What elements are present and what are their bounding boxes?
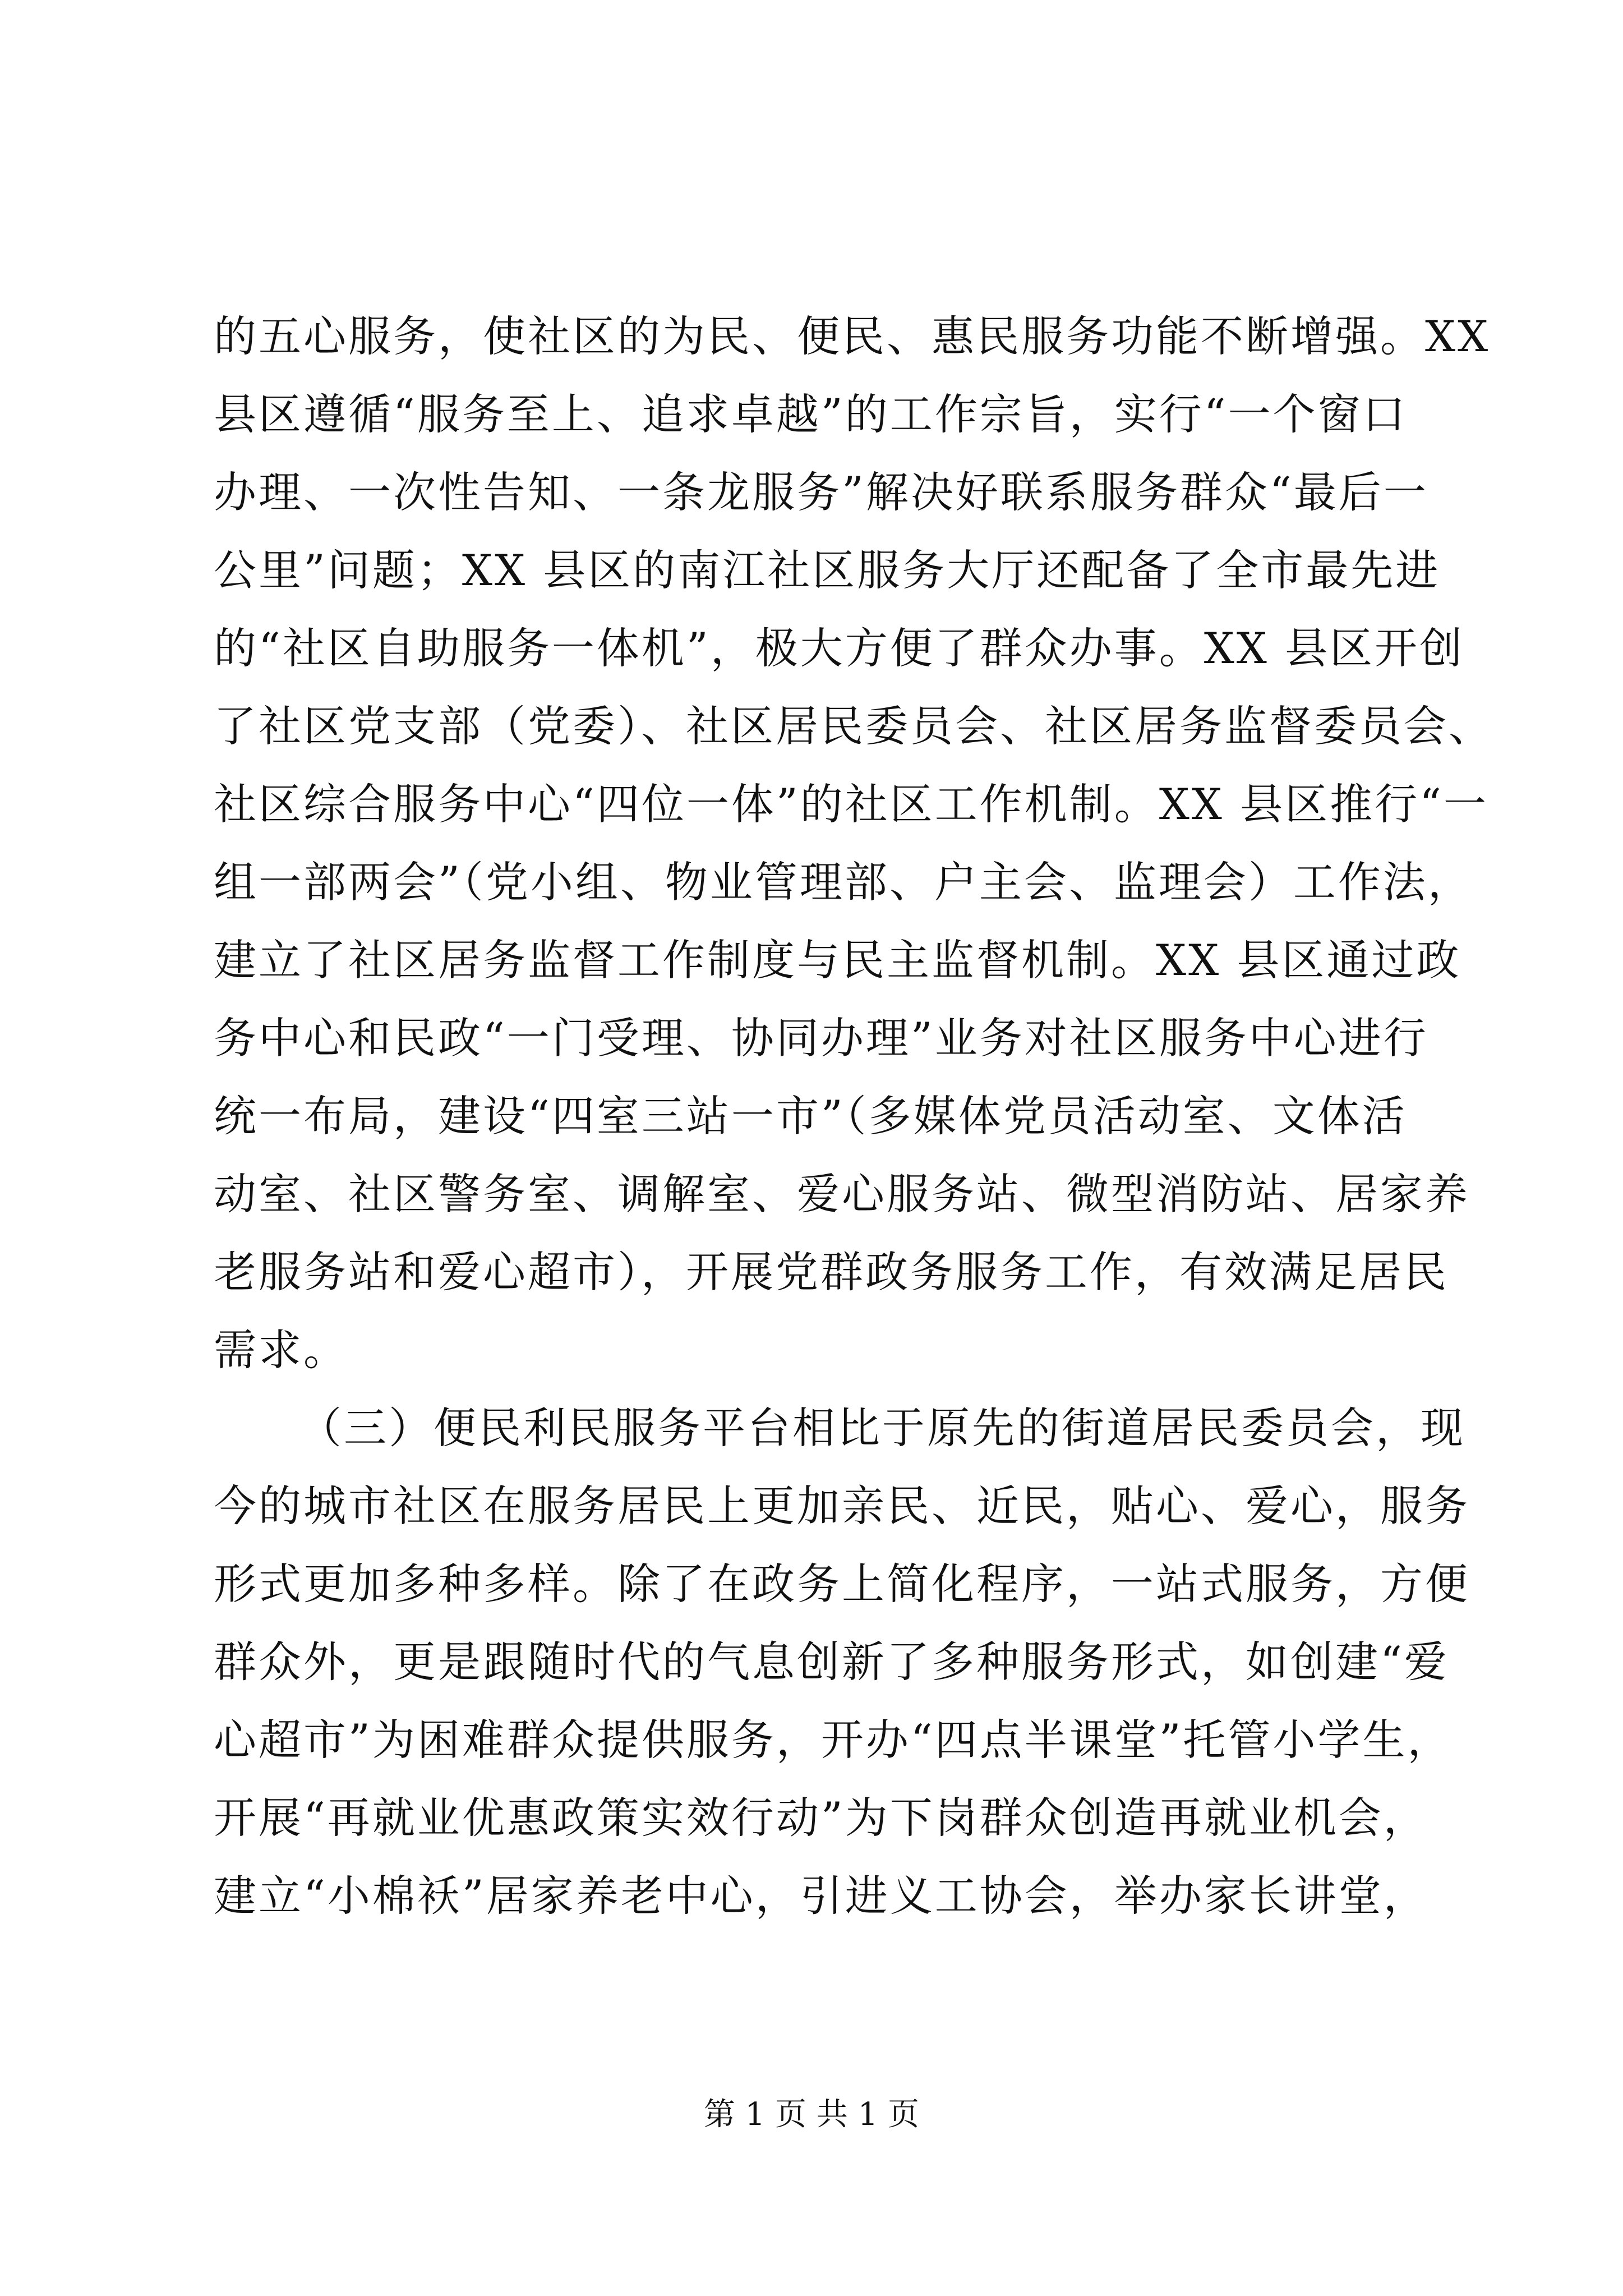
text-line: 今的城市社区在服务居民上更加亲民、近民，贴心、爱心，服务 [214, 1481, 1470, 1531]
text-line: 务中心和民政“一门受理、协同办理”业务对社区服务中心进行 [214, 1013, 1428, 1063]
text-line: 形式更加多种多样。除了在政务上简化程序，一站式服务，方便 [214, 1559, 1470, 1609]
text-line: 组一部两会”（党小组、物业管理部、户主会、监理会）工作法， [214, 857, 1473, 907]
paragraph-heading-line: （三）便民利民服务平台相比于原先的街道居民委员会，现 [299, 1403, 1465, 1453]
text-line: 需求。 [214, 1325, 348, 1375]
text-line: 社区综合服务中心“四位一体”的社区工作机制。XX 县区推行“一 [214, 779, 1488, 829]
text-line: 心超市”为困难群众提供服务，开办“四点半课堂”托管小学生， [214, 1715, 1453, 1765]
text-line: 的“社区自助服务一体机”，极大方便了群众办事。XX 县区开创 [214, 623, 1465, 673]
text-line: 县区遵循“服务至上、追求卓越”的工作宗旨，实行“一个窗口 [214, 389, 1408, 439]
text-line: 的五心服务，使社区的为民、便民、惠民服务功能不断增强。XX [214, 311, 1491, 361]
text-line: 了社区党支部（党委）、社区居民委员会、社区居务监督委员会、 [214, 701, 1493, 751]
text-line: 公里”问题；XX 县区的南江社区服务大厅还配备了全市最先进 [214, 545, 1441, 595]
text-line: 建立了社区居务监督工作制度与民主监督机制。XX 县区通过政 [214, 935, 1461, 985]
text-line: 动室、社区警务室、调解室、爱心服务站、微型消防站、居家养 [214, 1169, 1470, 1219]
text-line: 办理、一次性告知、一条龙服务”解决好联系服务群众“最后一 [214, 467, 1428, 517]
text-line: 开展“再就业优惠政策实效行动”为下岗群众创造再就业机会， [214, 1793, 1428, 1843]
text-line: 群众外，更是跟随时代的气息创新了多种服务形式，如创建“爱 [214, 1637, 1449, 1687]
text-line: 统一布局，建设“四室三站一市”（多媒体党员活动室、文体活 [214, 1091, 1407, 1141]
text-line: 老服务站和爱心超市），开展党群政务服务工作，有效满足居民 [214, 1247, 1449, 1297]
page-number-footer: 第 1 页 共 1 页 [703, 2096, 920, 2133]
text-line: 建立“小棉袄”居家养老中心，引进义工协会，举办家长讲堂， [214, 1871, 1428, 1921]
